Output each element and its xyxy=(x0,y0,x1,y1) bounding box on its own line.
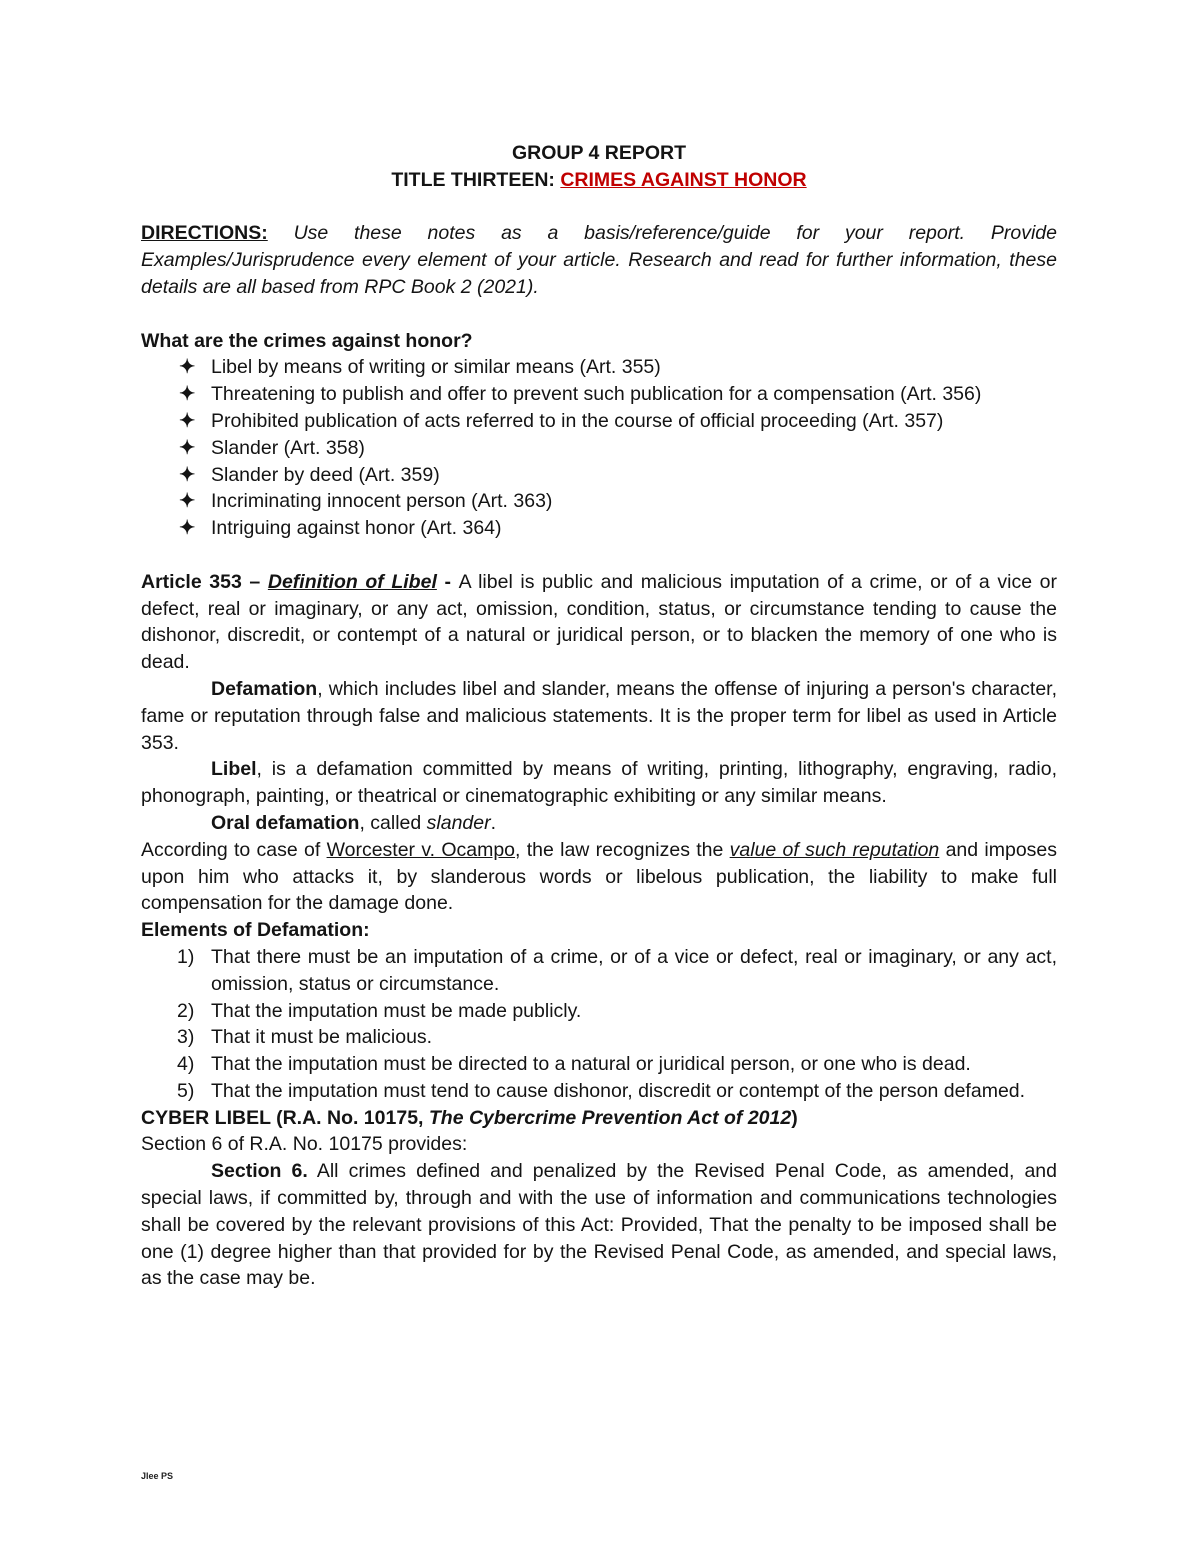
article-separator: - xyxy=(436,570,459,593)
section-label: Section 6. xyxy=(211,1160,308,1183)
directions-label: DIRECTIONS: xyxy=(141,222,268,245)
list-item-text: Slander by deed (Art. 359) xyxy=(211,463,440,486)
list-item-text: Slander (Art. 358) xyxy=(211,436,365,459)
subtitle-highlight: CRIMES AGAINST HONOR xyxy=(560,168,807,191)
list-item-text: That the imputation must be made publicly. xyxy=(211,999,582,1022)
spacer xyxy=(141,194,1057,221)
article-title: Definition of Libel xyxy=(267,570,437,593)
case-paragraph xyxy=(141,837,1057,917)
list-item xyxy=(141,944,1057,998)
directions-text: Use these notes as a basis/reference/guide for your report. Provide Examples/Jurisprudence every element of your article. Research and read for further information, these details are all based from RPC Book 2 (2021). xyxy=(141,222,1057,298)
oral-end: . xyxy=(490,811,497,834)
list-item-text: Incriminating innocent person (Art. 363) xyxy=(211,490,553,513)
oral-text: , called xyxy=(359,811,427,834)
case-prefix: According to case of xyxy=(141,838,327,861)
list-number: 1) xyxy=(177,945,195,968)
list-number: 5) xyxy=(177,1079,195,1102)
article-text: A libel is public and malicious imputation of a crime, or of a vice or defect, real or imaginary, or any act, omission, condition, status, or circumstance tending to cause the dishonor, discredit, or contempt of a natural or juridical person, or to blacken the memory of one who is dead. xyxy=(141,570,1057,674)
list-item xyxy=(141,462,1057,489)
list-item xyxy=(141,1078,1057,1105)
list-item-text: That there must be an imputation of a crime, or of a vice or defect, real or imaginary, or any act, omission, status or circumstance. xyxy=(211,945,1057,995)
four-point-star-icon: ✦ xyxy=(179,490,196,513)
oral-italic: slander xyxy=(426,811,491,834)
spacer xyxy=(141,301,1057,328)
libel-text: , is a defamation committed by means of writing, printing, lithography, engraving, radio, phonograph, painting, or theatrical or cinematographic exhibiting or any similar means. xyxy=(141,758,1057,808)
crimes-heading: What are the crimes against honor? xyxy=(141,329,473,352)
subtitle-prefix: TITLE THIRTEEN: xyxy=(391,168,561,191)
list-item-text: Prohibited publication of acts referred to in the course of official proceeding (Art. 357) xyxy=(211,409,944,432)
list-item xyxy=(141,515,1057,542)
article-353-paragraph xyxy=(141,569,1057,676)
list-item xyxy=(141,1051,1057,1078)
four-point-star-icon: ✦ xyxy=(179,436,196,459)
section-6-paragraph xyxy=(141,1158,1057,1292)
list-item-text: Libel by means of writing or similar means (Art. 355) xyxy=(211,356,661,379)
list-item-text: Intriguing against honor (Art. 364) xyxy=(211,517,502,540)
list-item xyxy=(141,488,1057,515)
cyber-heading-prefix: CYBER LIBEL (R.A. No. 10175, xyxy=(141,1106,429,1129)
report-title: GROUP 4 REPORT xyxy=(511,142,687,164)
list-item-text: That it must be malicious. xyxy=(211,1026,433,1049)
directions-paragraph xyxy=(141,220,1057,300)
list-item xyxy=(141,354,1057,381)
oral-term: Oral defamation xyxy=(211,811,360,834)
elements-heading: Elements of Defamation: xyxy=(141,919,370,942)
four-point-star-icon: ✦ xyxy=(179,517,196,540)
case-value: value of such reputation xyxy=(729,838,940,861)
list-item-text: That the imputation must be directed to a natural or juridical person, or one who is dead. xyxy=(211,1053,971,1076)
cyber-heading-italic: The Cybercrime Prevention Act of 2012 xyxy=(428,1106,792,1129)
article-label: Article 353 – xyxy=(141,570,268,593)
cyber-heading-suffix: ) xyxy=(791,1106,798,1129)
defamation-text: , which includes libel and slander, means the offense of injuring a person's character, fame or reputation through false and malicious statements. It is the proper term for libel as used in Article 353. xyxy=(141,677,1057,754)
case-name: Worcester v. Ocampo xyxy=(326,838,516,861)
list-number: 3) xyxy=(177,1026,195,1049)
oral-defamation-paragraph xyxy=(141,810,1057,837)
list-item xyxy=(141,998,1057,1025)
report-subtitle xyxy=(141,167,1057,194)
case-end: and imposes upon him who attacks it, by slanderous words or libelous publication, the liability to make full compensation for the damage done. xyxy=(141,838,1058,915)
document-body xyxy=(141,140,1057,1292)
elements-list xyxy=(141,944,1057,1105)
four-point-star-icon: ✦ xyxy=(179,463,196,486)
list-item-text: That the imputation must tend to cause dishonor, discredit or contempt of the person defamed. xyxy=(211,1079,1026,1102)
spacer xyxy=(141,542,1057,569)
list-item-text: Threatening to publish and offer to prevent such publication for a compensation (Art. 356) xyxy=(211,383,982,406)
list-item xyxy=(141,408,1057,435)
section-text: All crimes defined and penalized by the Revised Penal Code, as amended, and special laws, if committed by, through and with the use of information and communications technologies shall be covered by the relevant provisions of this Act: Provided, That the penalty to be imposed shall be one (1) degree higher than that provided for by the Revised Penal Code, as amended, and special laws, as the case may be. xyxy=(141,1160,1057,1290)
crimes-list xyxy=(141,354,1057,542)
four-point-star-icon: ✦ xyxy=(179,383,196,406)
libel-paragraph xyxy=(141,756,1057,810)
list-item xyxy=(141,1024,1057,1051)
list-number: 2) xyxy=(177,999,195,1022)
footer-initials: Jlee PS xyxy=(141,1471,174,1481)
libel-term: Libel xyxy=(211,758,257,781)
list-number: 4) xyxy=(177,1053,195,1076)
list-item xyxy=(141,435,1057,462)
list-item xyxy=(141,381,1057,408)
defamation-term: Defamation xyxy=(211,677,318,700)
case-mid: , the law recognizes the xyxy=(515,838,730,861)
four-point-star-icon: ✦ xyxy=(179,356,196,379)
defamation-paragraph xyxy=(141,676,1057,756)
cyber-intro: Section 6 of R.A. No. 10175 provides: xyxy=(141,1133,468,1156)
cyber-libel-heading xyxy=(141,1105,1057,1132)
four-point-star-icon: ✦ xyxy=(179,409,196,432)
